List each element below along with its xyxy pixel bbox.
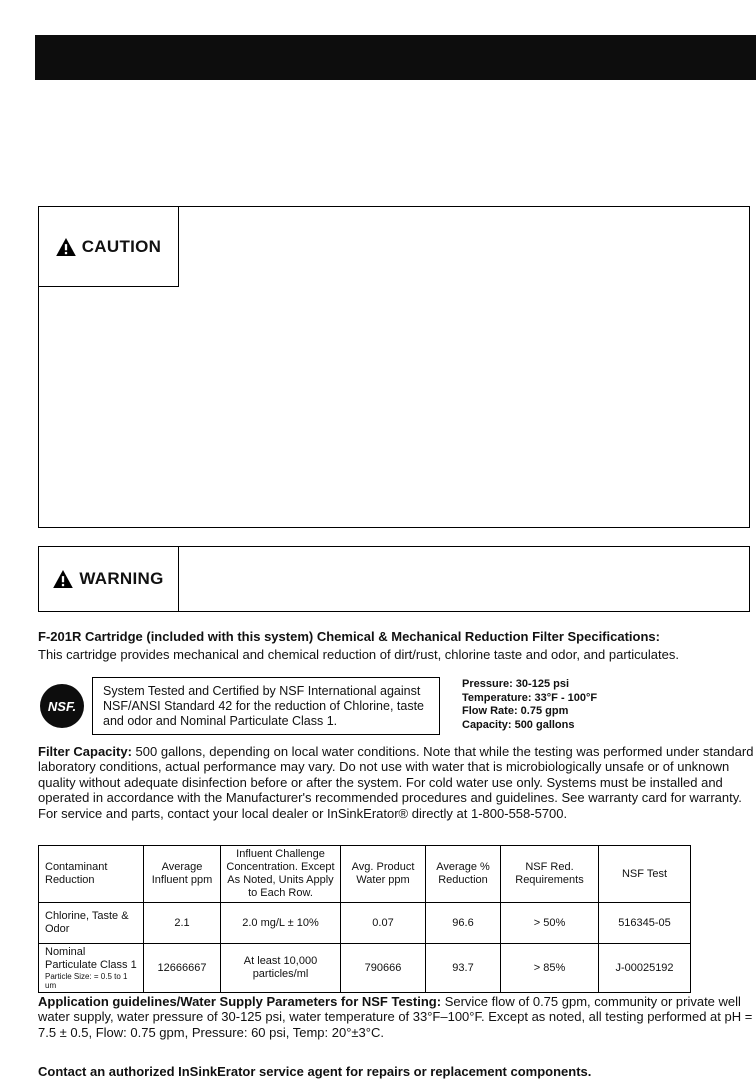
caution-triangle-icon [56,238,76,256]
filter-capacity-paragraph [38,744,755,821]
table-row [39,903,691,944]
cell-avg-influent: 2.1 [144,903,221,944]
nsf-logo: NSF. [40,684,84,728]
spec-heading-block [38,629,754,663]
contaminant-name: Nominal Particulate Class 1 [45,946,137,971]
warning-triangle-icon [53,570,73,588]
filter-capacity-label: Filter Capacity: [38,744,132,759]
contact-line: Contact an authorized InSinkErator service agent for repairs or replacement components. [38,1064,592,1079]
application-guidelines-label: Application guidelines/Water Supply Parameters for NSF Testing: [38,994,442,1009]
param-pressure: Pressure: 30-125 psi [462,678,570,690]
cell-nsf-req: > 50% [501,903,599,944]
cell-avg-reduction: 96.6 [426,903,501,944]
col-header-nsf-test: NSF Test [599,846,691,903]
param-flow-rate: Flow Rate: 0.75 gpm [462,705,569,717]
cell-contaminant [39,944,144,993]
col-header-influent-challenge: Influent Challenge Concentration. Except As Noted, Units Apply to Each Row. [221,846,341,903]
cell-avg-product: 790666 [341,944,426,993]
table-row [39,944,691,993]
cell-nsf-req: > 85% [501,944,599,993]
page-header-bar [35,35,756,80]
param-temperature: Temperature: 33°F - 100°F [462,691,598,704]
filter-capacity-text: 500 gallons, depending on local water conditions. Note that while the testing was performed under standard laboratory conditions, actual performance may vary. Do not use with water that is microbiologically unsafe or of unknown quality without adequate disinfection before or after the system. For cold water use only. Systems must be installed and operated in accordance with the Manufacturer's recommended procedures and guidelines. See warranty card for warranty. For service and parts, contact your local dealer or InSinkErator® directly at 1-800-558-5700. [38,744,754,821]
application-guidelines-paragraph [38,994,755,1040]
cell-avg-reduction: 93.7 [426,944,501,993]
cell-influent-challenge: At least 10,000 particles/ml [221,944,341,993]
warning-label: WARNING [79,569,164,588]
cell-influent-challenge: 2.0 mg/L ± 10% [221,903,341,944]
col-header-avg-reduction: Average % Reduction [426,846,501,903]
caution-label-cell [39,207,179,287]
contaminant-reduction-table [38,845,691,993]
cell-nsf-test: 516345-05 [599,903,691,944]
col-header-contaminant: Contaminant Reduction [39,846,144,903]
nsf-certification-statement: System Tested and Certified by NSF International against NSF/ANSI Standard 42 for the reduction of Chlorine, taste and odor and Nominal Particulate Class 1. [92,677,440,735]
application-guidelines-text: Service flow of 0.75 gpm, community or private well water supply, water pressure of 30-125 psi, water temperature of 33°F–100°F. Except as noted, all testing performed at pH = 7.5 ± 0.5, Flow: 0.75 gpm, Pressure: 60 psi, Temp: 20°±3°C. [38,994,753,1040]
param-capacity: Capacity: 500 gallons [462,718,575,731]
operating-parameters [462,678,597,732]
cell-avg-product: 0.07 [341,903,426,944]
col-header-avg-product: Avg. Product Water ppm [341,846,426,903]
spec-intro: This cartridge provides mechanical and chemical reduction of dirt/rust, chlorine taste and odor, and particulates. [38,647,679,662]
caution-label: CAUTION [81,236,162,256]
caution-box [38,206,750,528]
warning-label-cell [39,547,179,611]
spec-heading: F-201R Cartridge (included with this system) Chemical & Mechanical Reduction Filter Specifications: [38,629,660,644]
col-header-avg-influent: Average Influent ppm [144,846,221,903]
table-header-row [39,846,691,903]
contaminant-name: Chlorine, Taste & Odor [45,910,129,935]
cell-contaminant [39,903,144,944]
warning-box [38,546,750,612]
col-header-nsf-req: NSF Red. Requirements [501,846,599,903]
contaminant-note: Particle Size: = 0.5 to 1 um [45,972,128,990]
cell-avg-influent: 12666667 [144,944,221,993]
cell-nsf-test: J-00025192 [599,944,691,993]
